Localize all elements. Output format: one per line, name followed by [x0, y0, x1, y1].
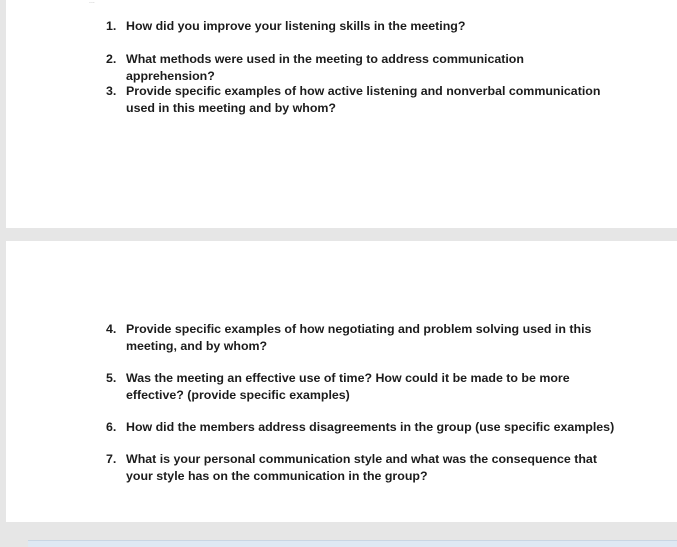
question-text: What methods were used in the meeting to address communication apprehension?	[126, 52, 524, 83]
page-separator	[0, 228, 677, 241]
question-text: How did the members address disagreements in the group (use specific examples)	[126, 420, 615, 434]
question-number: 7.	[106, 452, 117, 466]
question-text: What is your personal communication style and what was the consequence that your style has on the communication in the group?	[126, 452, 597, 483]
question-text: Provide specific examples of how active listening and nonverbal communication used in this meeting and by whom?	[126, 84, 601, 115]
question-item	[106, 51, 616, 85]
question-number: 2.	[106, 52, 117, 66]
question-text: Was the meeting an effective use of time? How could it be made to be more effective? (provide specific examples)	[126, 371, 570, 402]
question-item	[106, 370, 616, 404]
question-number: 1.	[106, 19, 117, 33]
question-item	[106, 321, 616, 355]
document-page-2	[6, 241, 677, 522]
question-number: 4.	[106, 322, 117, 336]
question-text: Provide specific examples of how negotiating and problem solving used in this meeting, and by whom?	[126, 322, 592, 353]
question-number: 6.	[106, 420, 117, 434]
question-text: How did you improve your listening skills in the meeting?	[126, 19, 466, 33]
question-number: 3.	[106, 84, 117, 98]
question-item	[106, 18, 616, 35]
question-item	[106, 451, 616, 485]
question-item	[106, 419, 616, 436]
document-page-1	[6, 0, 677, 228]
question-number: 5.	[106, 371, 117, 385]
page-mark: ...	[89, 0, 95, 5]
question-item	[106, 83, 616, 117]
